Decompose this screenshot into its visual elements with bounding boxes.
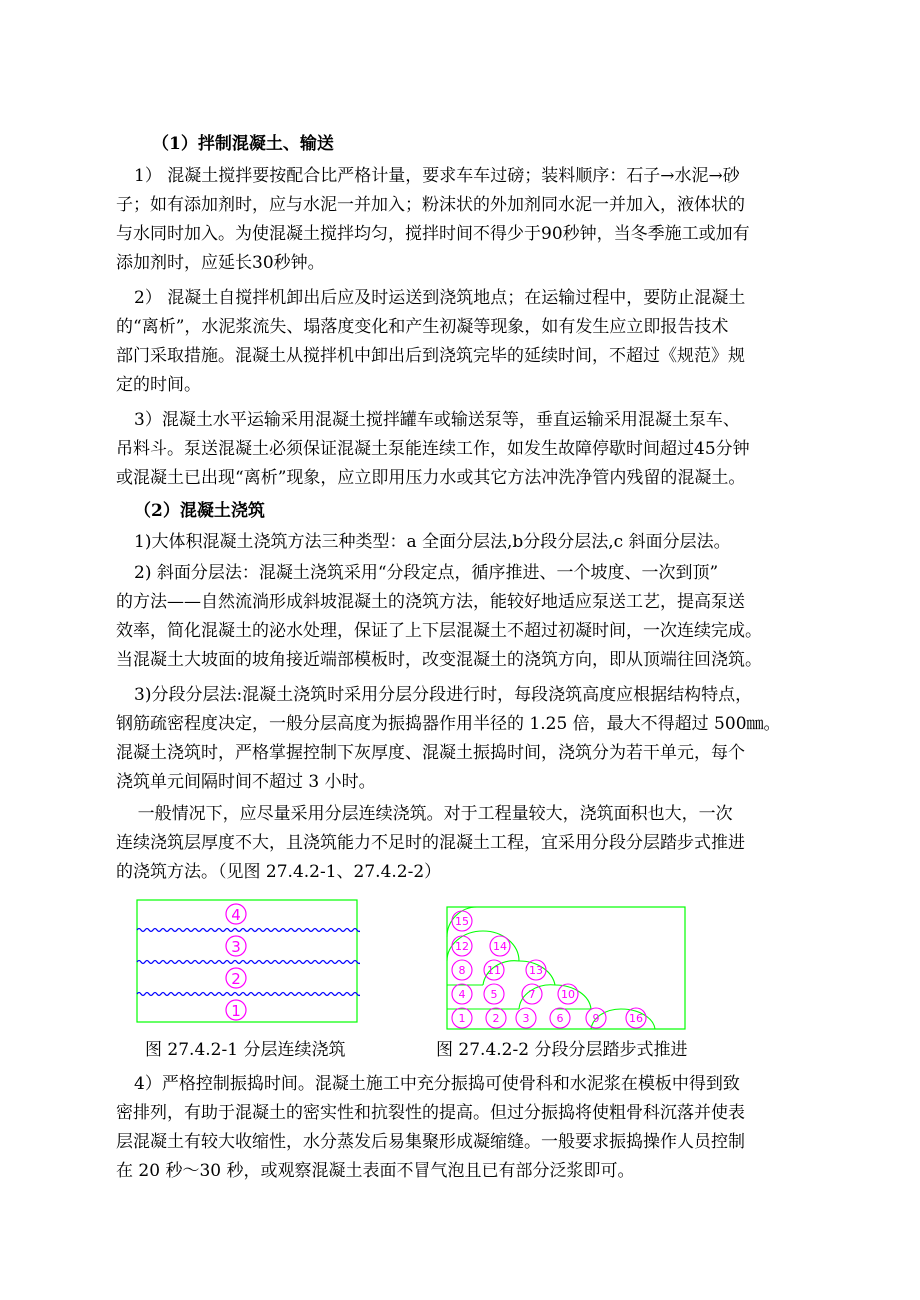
- svg-text:6: 6: [556, 1012, 564, 1025]
- svg-text:5: 5: [490, 988, 498, 1001]
- svg-text:3: 3: [231, 938, 241, 956]
- svg-text:11: 11: [487, 964, 501, 977]
- figure-layered-continuous: [136, 898, 360, 1026]
- svg-text:16: 16: [629, 1012, 643, 1025]
- svg-text:1: 1: [231, 1002, 241, 1020]
- pour-label-4: [452, 984, 472, 1004]
- paragraph-line: 部门采取措施。混凝土从搅拌机中卸出后到浇筑完毕的延续时间，不超过《规范》规: [116, 346, 745, 366]
- svg-text:8: 8: [458, 964, 466, 977]
- paragraph-line: 一般情况下，应尽量采用分层连续浇筑。对于工程量较大，浇筑面积也大，一次: [116, 804, 733, 824]
- paragraph-line: 2) 斜面分层法：混凝土浇筑采用“分段定点，循序推进、一个坡度、一次到顶”: [134, 563, 719, 583]
- paragraph-line: 添加剂时，应延长30秒钟。: [116, 253, 325, 273]
- pour-label-12: [452, 936, 472, 956]
- pour-label-11: [484, 960, 504, 980]
- svg-text:7: 7: [528, 988, 536, 1001]
- paragraph-line: 1） 混凝土搅拌要按配合比严格计量，要求车车过磅；装料顺序：石子→水泥→砂: [134, 166, 740, 186]
- paragraph-line: 密排列，有助于混凝土的密实性和抗裂性的提高。但过分振捣将使粗骨科沉落并使表: [116, 1103, 745, 1123]
- layer-label-2: [226, 968, 246, 988]
- paragraph-line: 3）混凝土水平运输采用混凝土搅拌罐车或输送泵等，垂直运输采用混凝土泵车、: [134, 410, 740, 430]
- layer-label-4: [226, 904, 246, 924]
- svg-text:10: 10: [561, 988, 575, 1001]
- pour-label-5: [484, 984, 504, 1004]
- layer-boundary-wave: [137, 961, 360, 964]
- paragraph-line: 连续浇筑层厚度不大，且浇筑能力不足时的混凝土工程，宜采用分段分层踏步式推进: [116, 833, 745, 853]
- pour-label-14: [490, 936, 510, 956]
- pour-sequence-labels: [452, 911, 646, 1028]
- paragraph-line: 的方法——自然流淌形成斜坡混凝土的浇筑方法，能较好地适应泵送工艺，提高泵送: [116, 592, 745, 612]
- pour-label-1: [452, 1008, 472, 1028]
- svg-text:4: 4: [231, 906, 241, 924]
- section-heading-2: （2）混凝土浇筑: [134, 501, 265, 521]
- paragraph-line: 浇筑单元间隔时间不超过 3 小时。: [116, 772, 376, 792]
- paragraph-line: 效率，简化混凝土的泌水处理，保证了上下层混凝土不超过初凝时间，一次连续完成。: [116, 621, 762, 641]
- svg-text:4: 4: [458, 988, 466, 1001]
- pour-label-3: [516, 1008, 536, 1028]
- svg-text:3: 3: [522, 1012, 530, 1025]
- paragraph-line: 吊料斗。泵送混凝土必须保证混凝土泵能连续工作，如发生故障停歇时间超过45分钟: [116, 439, 750, 459]
- svg-text:2: 2: [492, 1012, 500, 1025]
- section-heading-1: （1）拌制混凝土、输送: [152, 134, 334, 154]
- paragraph-line: 在 20 秒～30 秒，或观察混凝土表面不冒气泡且已有部分泛浆即可。: [116, 1161, 635, 1181]
- paragraph-line: 子；如有添加剂时，应与水泥一并加入；粉沫状的外加剂同水泥一并加入，液体状的: [116, 195, 745, 215]
- figure-caption-1: 图 27.4.2-1 分层连续浇筑: [145, 1040, 346, 1060]
- svg-text:14: 14: [493, 940, 507, 953]
- paragraph-line: 3)分段分层法:混凝土浇筑时采用分层分段进行时，每段浇筑高度应根据结构特点，: [134, 685, 753, 705]
- figure-frame: [447, 907, 685, 1029]
- pour-label-2: [486, 1008, 506, 1028]
- svg-text:12: 12: [455, 940, 469, 953]
- paragraph-line: 与水同时加入。为使混凝土搅拌均匀，搅拌时间不得少于90秒钟，当冬季施工或加有: [116, 224, 750, 244]
- paragraph-line: 或混凝土已出现“离析”现象，应立即用压力水或其它方法冲洗净管内残留的混凝土。: [116, 468, 746, 488]
- svg-text:15: 15: [455, 915, 469, 928]
- layer-label-1: [226, 1000, 246, 1020]
- svg-text:13: 13: [529, 964, 543, 977]
- pour-label-9: [586, 1008, 606, 1028]
- paragraph-line: 钢筋疏密程度决定，一般分层高度为振捣器作用半径的 1.25 倍，最大不得超过 500㎜。: [116, 714, 781, 734]
- layer-label-3: [226, 936, 246, 956]
- pour-arcs: [447, 907, 655, 1029]
- pour-label-6: [550, 1008, 570, 1028]
- pour-label-13: [526, 960, 546, 980]
- svg-text:1: 1: [458, 1012, 466, 1025]
- svg-text:9: 9: [592, 1012, 600, 1025]
- paragraph-line: 2） 混凝土自搅拌机卸出后应及时运送到浇筑地点；在运输过程中，要防止混凝土: [134, 288, 746, 308]
- paragraph-line: 层混凝土有较大收缩性，水分蒸发后易集聚形成凝缩缝。一般要求振捣操作人员控制: [116, 1132, 745, 1152]
- layer-boundary-wave: [137, 993, 360, 996]
- paragraph-line: 的浇筑方法。（见图 27.4.2-1、27.4.2-2）: [116, 862, 442, 882]
- layer-boundary-wave: [137, 929, 360, 932]
- paragraph-line: 的“离析”，水泥浆流失、塌落度变化和产生初凝等现象，如有发生应立即报告技术: [116, 317, 729, 337]
- pour-label-15: [452, 911, 472, 931]
- paragraph-line: 4）严格控制振捣时间。混凝土施工中充分振捣可使骨科和水泥浆在模板中得到致: [134, 1074, 740, 1094]
- paragraph-line: 混凝土浇筑时，严格掌握控制下灰厚度、混凝土振捣时间，浇筑分为若干单元，每个: [116, 743, 745, 763]
- paragraph-line: 当混凝土大坡面的坡角接近端部模板时，改变混凝土的浇筑方向，即从顶端往回浇筑。: [116, 650, 762, 670]
- svg-text:2: 2: [231, 970, 241, 988]
- figure-stepped-layered: [446, 906, 688, 1032]
- figure-caption-2: 图 27.4.2-2 分段分层踏步式推进: [436, 1040, 688, 1060]
- pour-label-7: [522, 984, 542, 1004]
- paragraph-line: 定的时间。: [116, 375, 201, 395]
- paragraph-line: 1)大体积混凝土浇筑方法三种类型：a 全面分层法,b分段分层法,c 斜面分层法。: [134, 532, 731, 552]
- pour-label-8: [452, 960, 472, 980]
